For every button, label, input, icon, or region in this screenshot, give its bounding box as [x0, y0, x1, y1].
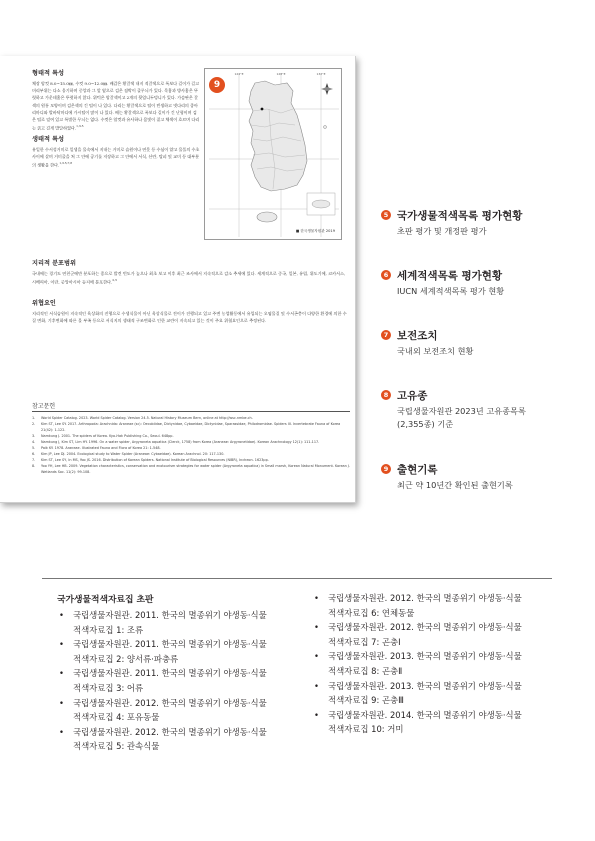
list-item: • 국립생물자원관. 2012. 한국의 멸종위기 야생동·식물 적색자료집 4: 포유동물 — [57, 696, 307, 725]
legend-title: 고유종 — [397, 390, 428, 402]
legend-title: 출현기록 — [397, 464, 438, 476]
red-data-book-list-left — [57, 608, 307, 754]
ecology-heading: 생태적 특성 — [32, 135, 65, 143]
list-item: • 국립생물자원관. 2011. 한국의 멸종위기 야생동·식물 적색자료집 1: 조류 — [57, 608, 307, 637]
reference-item: 7. Kim ST, Lee SY, In MS, Yoo JS. 2016. Distribution of Korean Spiders. National Institute of Biological Resources (NIBR), Incheon. 1623pp. — [32, 458, 269, 462]
references-list — [32, 415, 350, 475]
geographic-text: 국내에는 경기도 연천군에만 분포하는 종으로 발견 빈도가 높으나 최초 보고 이후 최근 조사에서 지속적으로 감소 추세에 있다. 세계적으로 중국, 일본, 유럽, 위도기에, 코카서스, 시베리아, 이란, 중앙아시아 등지에 분포한다.$^{2,5}$ — [32, 271, 346, 285]
reference-item: 2. Kim ST, Lee SY. 2017. Arthropoda: Arachnida: Araneae (sc): Oecobiidae, Dictynidae, Cybaeidae, Dictynidae, Sparassidae, Philodromidae. Spiders III. Invertebrate Fauna of Korea 21(42): 1-122. — [32, 422, 341, 432]
threat-section — [32, 300, 350, 324]
svg-text:132°E: 132°E — [316, 72, 326, 76]
list-item: • 국립생물자원관. 2014. 한국의 멸종위기 야생동·식물 적색자료집 10: 거미 — [312, 708, 562, 737]
list-item: • 국립생물자원관. 2013. 한국의 멸종위기 야생동·식물 적색자료집 9: 곤충Ⅲ — [312, 679, 562, 708]
threat-heading: 위협요인 — [32, 300, 56, 307]
legend-description: 최근 약 10년간 확인된 출현기록 — [397, 480, 513, 490]
svg-text:128°E: 128°E — [276, 72, 286, 76]
list-item: • 국립생물자원관. 2011. 한국의 멸종위기 야생동·식물 적색자료집 2: 양서류·파충류 — [57, 637, 307, 666]
reference-item: 1. World Spider Catalog. 2023. World Spider Catalog. Version 24.5. Natural History Museum Bern, online at http://wsc.nmbe.ch. — [32, 416, 253, 420]
legend-number-badge: 9 — [381, 464, 391, 474]
legend-description: 초판 평가 및 개정판 평가 — [397, 226, 487, 236]
geographic-heading: 지리적 분포범위 — [32, 260, 76, 267]
red-data-book-heading: 국가생물적색자료집 초판 — [57, 595, 154, 605]
legend-number-badge: 6 — [381, 270, 391, 280]
legend-title: 보전조치 — [397, 330, 438, 342]
species-page-panel — [0, 56, 356, 503]
legend-number-badge: 5 — [381, 210, 391, 220]
legend-title: 세계적색목록 평가현황 — [397, 270, 503, 282]
list-item: • 국립생물자원관. 2012. 한국의 멸종위기 야생동·식물 적색자료집 5: 관속식물 — [57, 725, 307, 754]
references-divider — [32, 411, 350, 412]
legend-number-badge: 7 — [381, 330, 391, 340]
distribution-map — [204, 68, 342, 240]
species-text-column — [32, 70, 200, 173]
legend-description: IUCN 세계적색목록 평가 현황 — [397, 286, 505, 296]
svg-text:124°E: 124°E — [234, 72, 244, 76]
reference-item: 8. Yoo YH, Lee HB. 2009. Vegetation characteristics, conservation and ecotourism strategies for water spider (Argyroneta aquatica) in Small marsh, Korean Natural Monument. Korean J. Wetlands Soc. 11(2): 99-108. — [32, 464, 350, 474]
map-number-badge: 9 — [209, 77, 225, 93]
legend-title: 국가생물적색목록 평가현황 — [397, 210, 523, 222]
legend-description: 국립생물자원관 2023년 고유종목록 (2,355종) 기준 — [397, 406, 526, 429]
section-divider — [42, 578, 552, 579]
legend-number-badge: 8 — [381, 390, 391, 400]
ecology-text: 유일한 수서성거미로 일생을 물속에서 지내는 거미로 습원이나 연못 등 수심이 얕고 물풀의 수초 사이에 살며 거미줄을 쳐 그 안에 공기를 저장하고 그 안에서 서식, 산란, 탈피 및 교미 등 대부분의 생활을 한다.$^{1,3-5,7,8}$ — [32, 146, 200, 168]
red-data-book-list-right — [312, 591, 562, 737]
peninsula-shape — [249, 81, 307, 191]
korea-map-graphic — [205, 69, 341, 239]
threat-text: 지리적인 서식습원이 지속적인 육상화의 진행으로 수생식물이 아닌 육상식물로 전이가 진행되고 있고 주변 농업활동에서 유입되는 오염물질 및 수서곤충이 다양한 환경에 의한 수질 변화, 기후변화에 따른 물 부족 등으로 서식지의 생태적 구조변화로 인한 교란이 지속되고 있는 것이 주요 위협요인으로 추정된다. — [32, 311, 347, 324]
map-caption: ■ 한국생물자원관 2019 — [295, 229, 335, 233]
reference-item: 4. Namkung J, Kim ST, Lim HY. 1996. On a water spider, Argyroneta aquatica (Clerck, 1758) from Korea (Araneae: Argyronetidae). Korean Arachnology 12(1): 111-117. — [32, 440, 320, 444]
geographic-section — [32, 260, 350, 286]
legend-description: 국내외 보전조치 현황 — [397, 346, 474, 356]
list-item: • 국립생물자원관. 2012. 한국의 멸종위기 야생동·식물 적색자료집 6: 연체동물 — [312, 591, 562, 620]
list-item: • 국립생물자원관. 2011. 한국의 멸종위기 야생동·식물 적색자료집 3: 어류 — [57, 666, 307, 695]
morphology-heading: 형태적 특성 — [32, 70, 65, 77]
list-item: • 국립생물자원관. 2013. 한국의 멸종위기 야생동·식물 적색자료집 8: 곤충Ⅱ — [312, 649, 562, 678]
list-item: • 국립생물자원관. 2012. 한국의 멸종위기 야생동·식물 적색자료집 7: 곤충Ⅰ — [312, 620, 562, 649]
reference-item: 3. Namkung J. 2001. The spiders of Korea. Kyo-Hak Publishing Co., Seoul. 648pp. — [32, 434, 174, 438]
reference-item: 5. Paik KY. 1978. Araneae. Illustrated Fauna and Flora of Korea 21: 1-548. — [32, 446, 161, 450]
reference-item: 6. Kim JP, Lee DJ. 2004. Ecological study to Water Spider (Araneae: Cybaeidae). Korean Arachnol. 20: 117-130. — [32, 452, 225, 456]
morphology-text: 체장 암컷 8.0~15.0㎜, 수컷 9.0~12.0㎜. 배갑은 황갈색 내지 적갈색으로 폭보다 길이가 길고 머리부위는 다소 융기하며 중앙과 그 앞 옆으로 검은 점박이 줄무늬가 있다. 목홈과 방사홈은 뚜렷하고 가운데홈은 뚜렷하지 않다. 위턱은 암갈색이고 2개의 뒷엄니두덩니가 있다. 가슴판은 갈색의 원통 모양이며 검은색의 긴 털이 나 있다. 다리는 황갈색으로 털이 빈생하고 넷다리의 종아리마디와 발바닥마디에 가시털이 많이 나 있다. 배는 황갈색으로 폭보다 길이가 긴 난형이며 검은 털로 덮여 있고 특별한 무늬는 없다. 수컷은 암컷과 유사하나 몸빛이 짙고 체색이 흐르며 다리는 굵고 길게 발달하였다.$^{1,3-5}$ — [32, 81, 200, 131]
references-heading: 참고문헌 — [32, 403, 56, 410]
